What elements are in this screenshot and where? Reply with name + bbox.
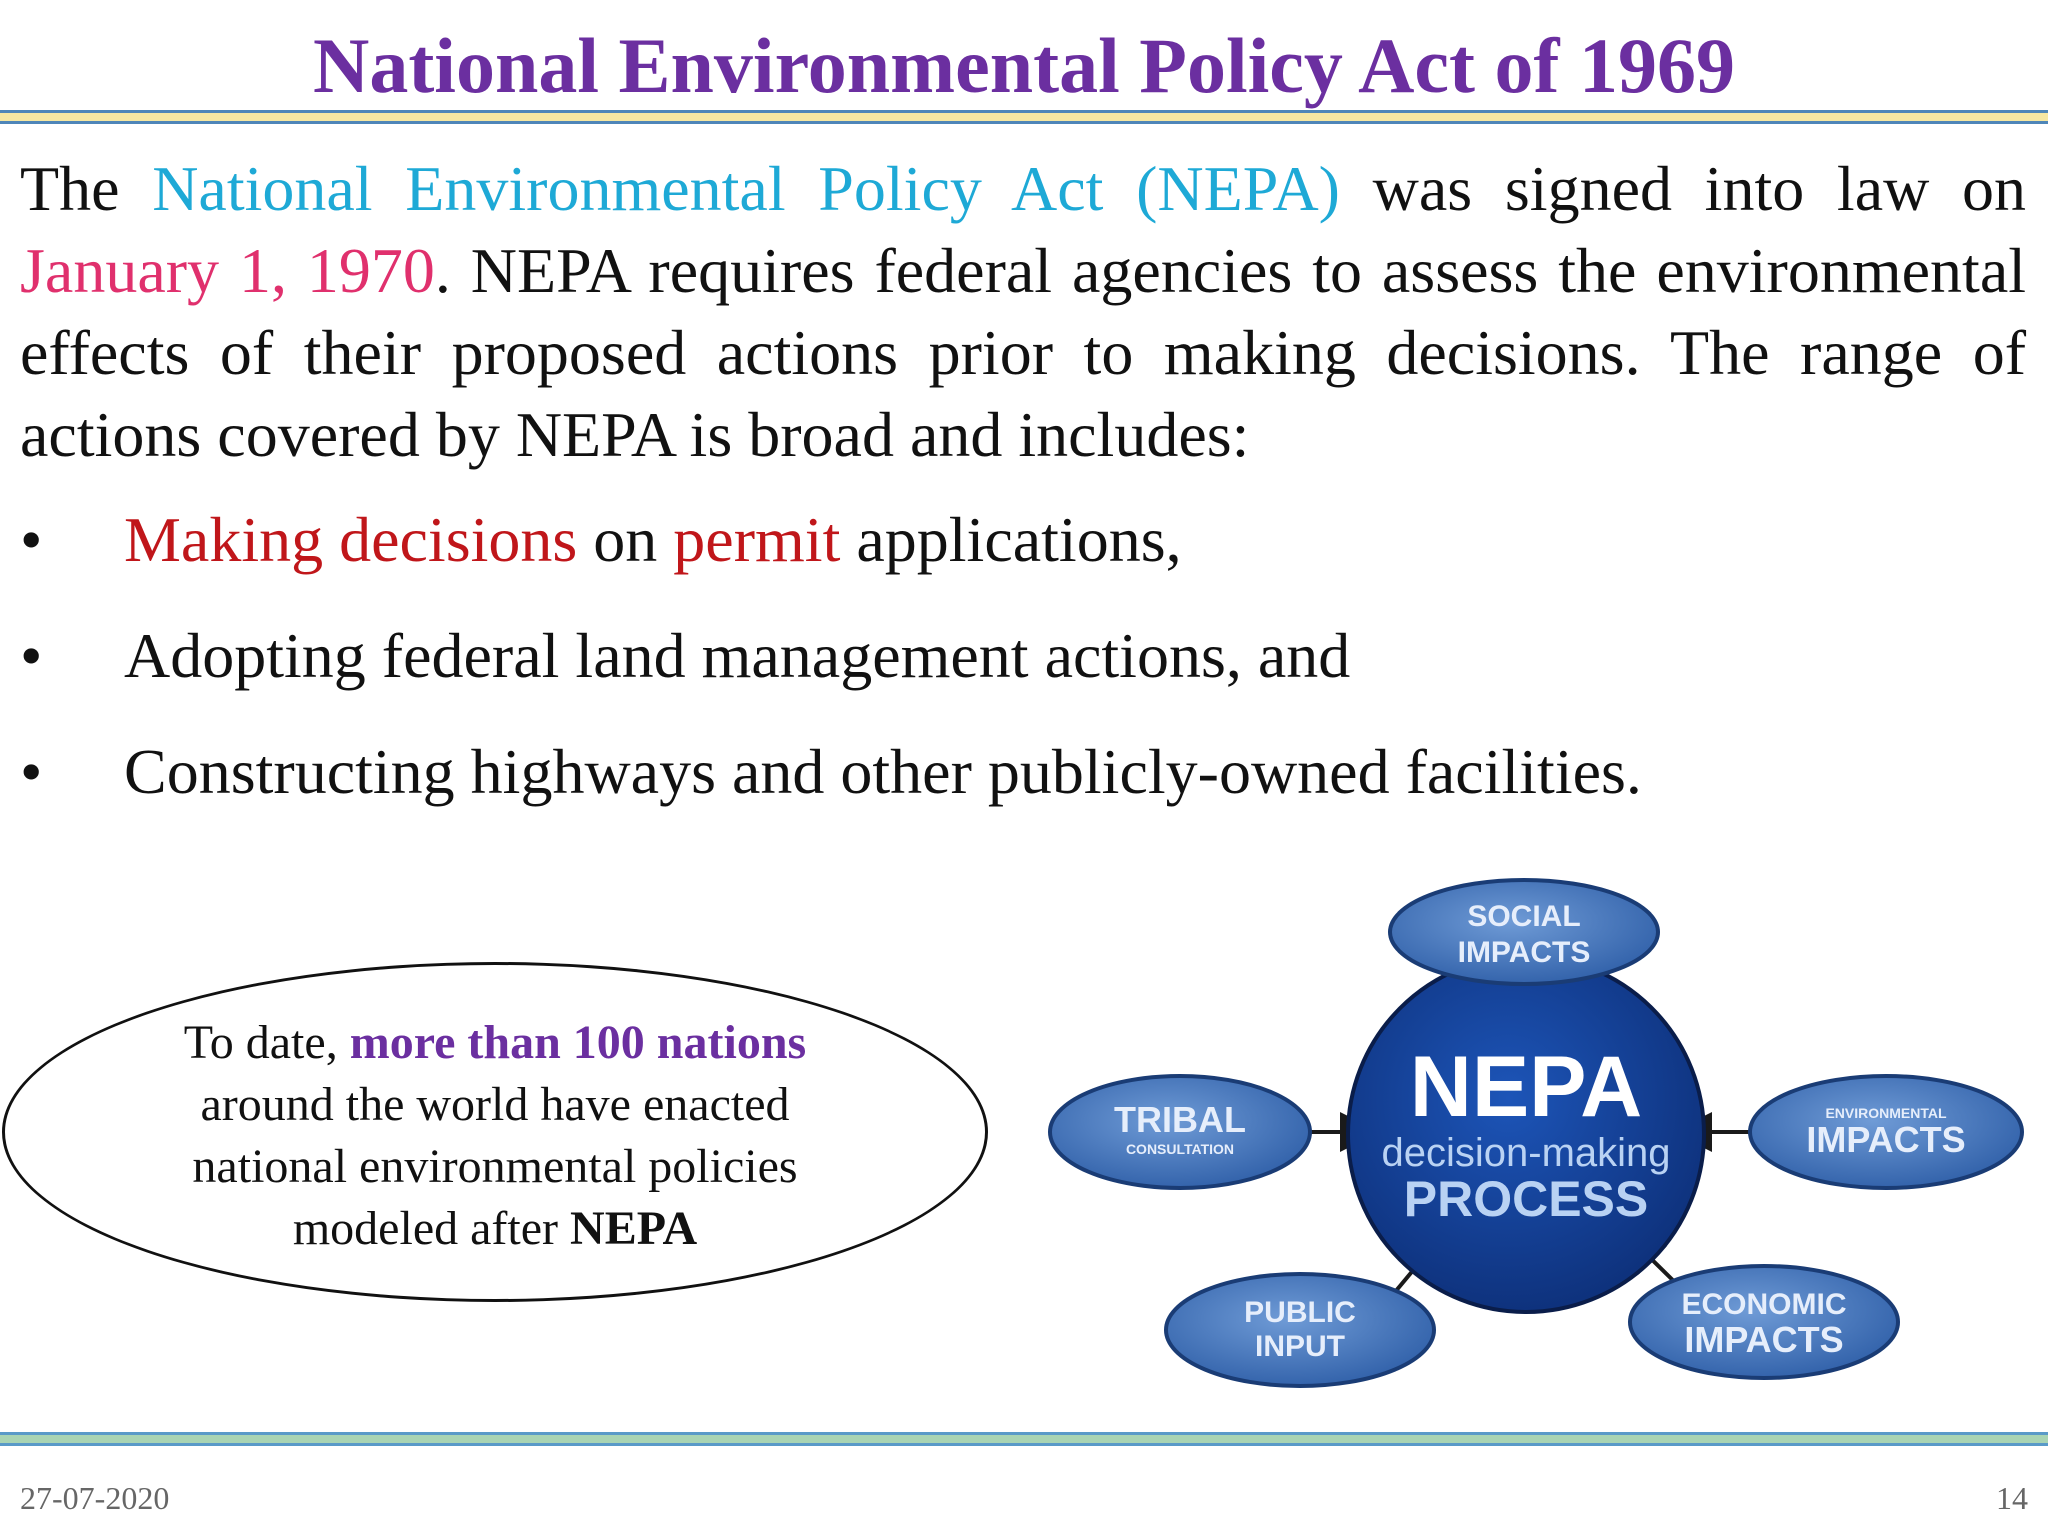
economic-line2: IMPACTS xyxy=(1684,1319,1844,1360)
actions-list xyxy=(20,500,1920,848)
nepa-process-diagram xyxy=(1030,862,2048,1394)
intro-text-3: . NEPA requires federal agencies to assess the environmental effects of their proposed actions prior to making decisions. The range of actions covered by NEPA is broad and includes: xyxy=(20,235,2027,470)
list-item xyxy=(20,732,1920,848)
signing-date: January 1, 1970 xyxy=(20,235,435,306)
intro-text-1: The xyxy=(20,153,153,224)
slide-title: National Environmental Policy Act of 1969 xyxy=(312,22,1735,109)
bullet-highlight: Making decisions xyxy=(124,504,578,575)
callout-text-2: around the world have enacted national environmental policies modeled after xyxy=(192,1078,798,1255)
social-line1: SOCIAL xyxy=(1467,900,1581,933)
tribal-line1: TRIBAL xyxy=(1114,1099,1246,1140)
title-divider xyxy=(0,110,2048,124)
callout-text-1: To date, xyxy=(183,1016,350,1069)
center-subtitle: decision-making xyxy=(1381,1131,1671,1175)
footer-date: 27-07-2020 xyxy=(20,1480,170,1516)
bullet-text: applications, xyxy=(840,504,1182,575)
tribal-line2: CONSULTATION xyxy=(1125,1141,1235,1157)
bullet-icon: • xyxy=(20,620,43,691)
bullet-text: Adopting federal land management actions, and xyxy=(124,620,1351,691)
callout-bold: NEPA xyxy=(570,1202,698,1255)
social-line2: IMPACTS xyxy=(1457,936,1591,969)
intro-text-2: was signed into law on xyxy=(1339,153,2026,224)
center-title: NEPA xyxy=(1409,1039,1643,1135)
bullet-text: on xyxy=(577,504,674,575)
callout-text xyxy=(150,1012,840,1260)
bullet-icon: • xyxy=(20,504,43,575)
env-line2: IMPACTS xyxy=(1806,1119,1966,1160)
intro-paragraph xyxy=(20,148,2026,476)
act-name: National Environmental Policy Act (NEPA) xyxy=(152,153,1340,224)
env-line1: ENVIRONMENTAL xyxy=(1825,1105,1947,1121)
center-process: PROCESS xyxy=(1403,1171,1649,1227)
public-line2: INPUT xyxy=(1255,1330,1345,1363)
page-number: 14 xyxy=(1996,1480,2028,1516)
public-line1: PUBLIC xyxy=(1244,1296,1356,1329)
economic-line1: ECONOMIC xyxy=(1681,1288,1847,1321)
callout-highlight: more than 100 nations xyxy=(349,1016,807,1069)
bullet-text: Constructing highways and other publicly-owned facilities. xyxy=(124,736,1642,807)
bullet-highlight: permit xyxy=(673,504,841,575)
list-item xyxy=(20,500,1920,616)
footer-divider xyxy=(0,1432,2048,1446)
bullet-icon: • xyxy=(20,736,43,807)
list-item xyxy=(20,616,1920,732)
